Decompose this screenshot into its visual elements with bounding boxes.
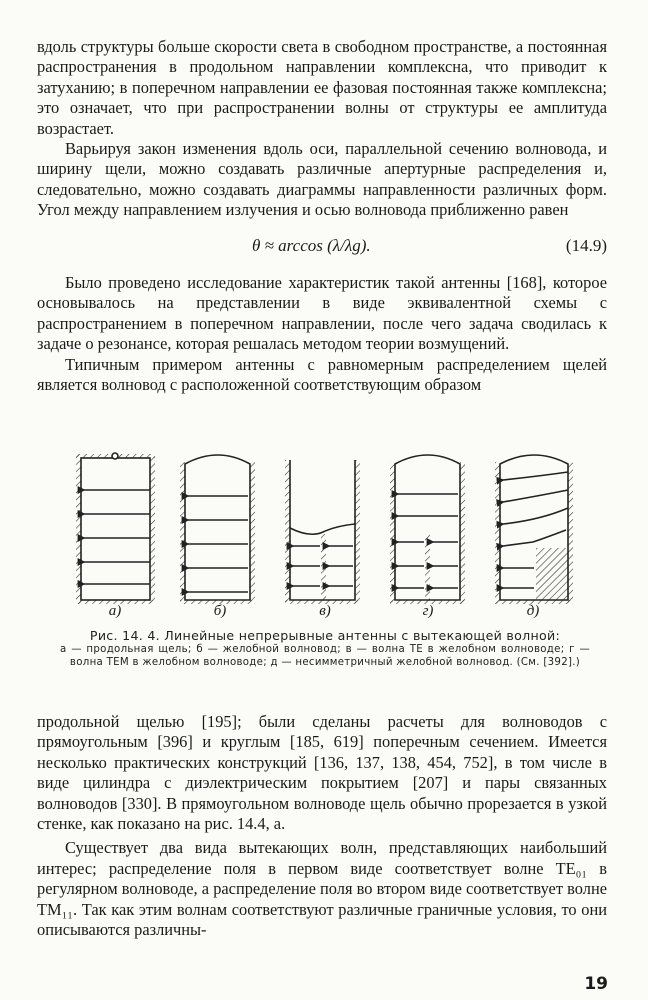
caption-description: а — продольная щель; б — желобной волновод; в — волна ТЕ в желобном волноводе; г — волна ТЕМ в желобном волноводе; д — несимметричный желобной волновод. (См. [392].) (60, 644, 590, 668)
paragraph-bottom-1: продольной щелью [195]; были сделаны расчеты для волноводов с прямоугольным [396] и круглым [185, 619] поперечным сечением. Имеется несколько практических конструкций [136, 137, 138, 454, 752], в том числе в виде цилиндра с диэлектрическим покрытием [207] и пары связанных волноводов [330]. В прямоугольном волноводе щель обычно прорезается в узкой стенке, как показано на рис. 14.4, а. (37, 712, 607, 834)
waveguide-a (76, 453, 155, 604)
caption-title: Рис. 14. 4. Линейные непрерывные антенны с вытекающей волной: (89, 628, 561, 643)
waveguide-d (390, 455, 465, 604)
formula-number: (14.9) (565, 236, 607, 255)
waveguide-c (285, 460, 360, 604)
paragraph-bottom-2: Существует два вида вытекающих волн, представляющих наибольший интерес; распределение поля в первом виде соответствует волне TE₀₁ в регулярном волноводе, а распределение поля во втором виде соответствует волне TM₁₁. Так как этим волнам соответствуют различные граничные условия, то они описываются различны- (37, 838, 607, 940)
formula-expression: θ ≈ arccos (λ/λg). (252, 236, 371, 255)
bottom-text-block (37, 712, 607, 940)
top-text-block (37, 37, 607, 221)
figure-label-a: а) (108, 603, 122, 619)
figure-label-b: б) (213, 603, 227, 619)
formula-14-9 (37, 236, 607, 258)
figure-label-c: в) (319, 603, 331, 619)
middle-text-block (37, 273, 607, 395)
figure-label-d: г) (422, 603, 434, 619)
paragraph-mid-2: Типичным примером антенны с равномерным распределением щелей является волновод с расположенной соответствующим образом (37, 354, 607, 395)
figure-label-e: д) (526, 603, 540, 619)
waveguide-e (495, 455, 573, 604)
waveguide-b (180, 455, 255, 604)
page-number: 19 (584, 974, 608, 994)
paragraph-mid-1: Было проведено исследование характеристик такой антенны [168], которое основывалось на представлении в виде эквивалентной схемы с распространением в поперечном направлении, после чего задача сводилась к задаче о резонансе, которая решалась методом теории возмущений. (37, 273, 607, 354)
paragraph-top-2: Варьируя закон изменения вдоль оси, параллельной сечению волновода, и ширину щели, можно создавать различные апертурные распределения и, следовательно, можно создавать диаграммы направленности различных форм. Угол между направлением излучения и осью волновода приближенно равен (37, 139, 607, 220)
paragraph-top-1: вдоль структуры больше скорости света в свободном пространстве, а постоянная распространения в продольном направлении комплексна, что приводит к затуханию; в поперечном направлении ее фазовая постоянная также комплексна; это означает, что при распространении волны от структуры ее амплитуда возрастает. (37, 37, 607, 138)
figure-caption (60, 628, 590, 669)
